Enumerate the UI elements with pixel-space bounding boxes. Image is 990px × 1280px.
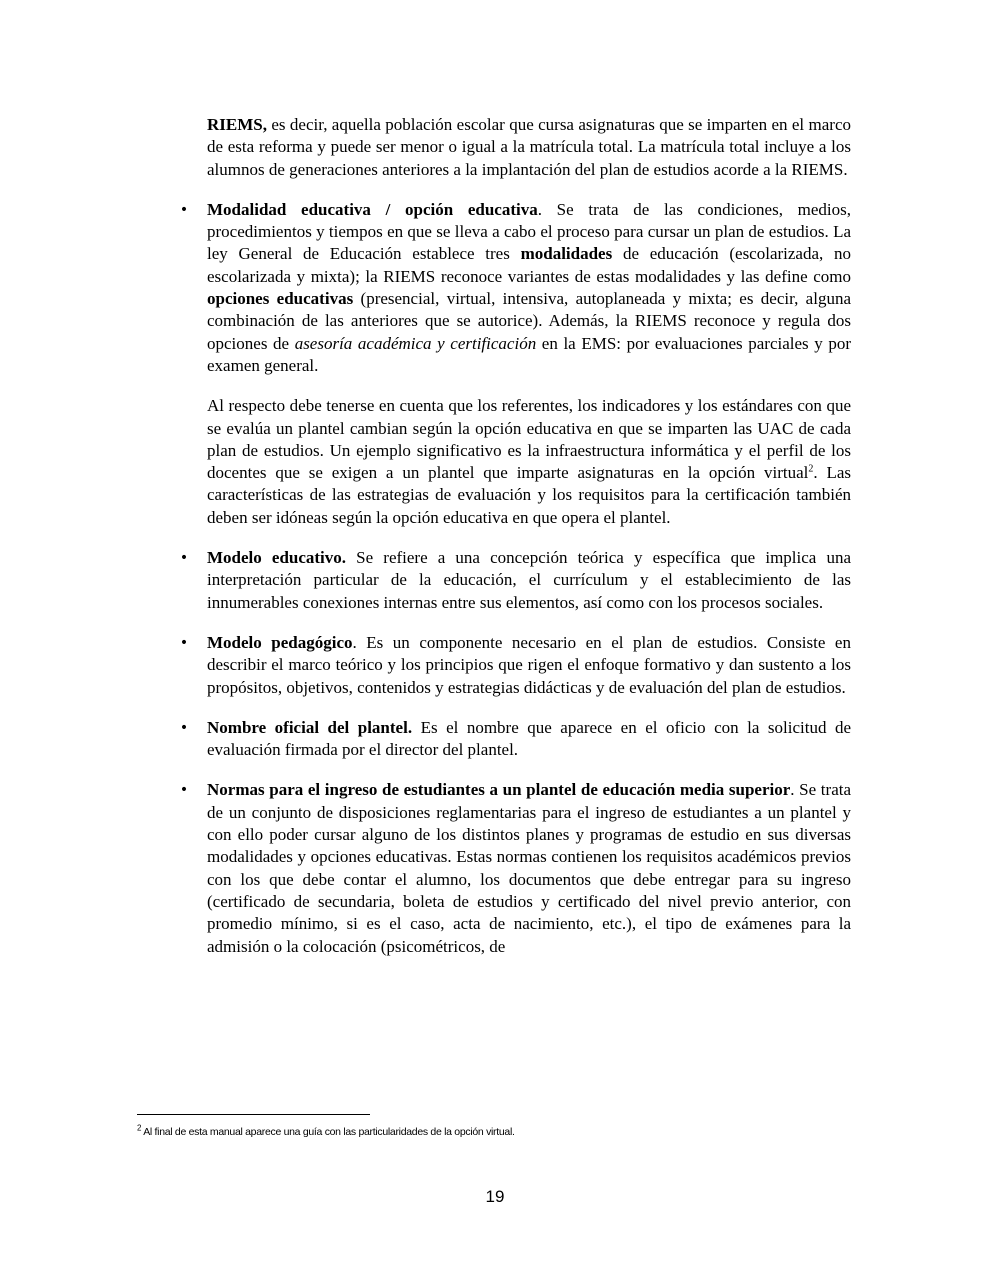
list-item-term: Nombre oficial del plantel. bbox=[207, 717, 413, 737]
indented-text: . Las características de las estrategias de evaluación y los requisitos para la certificación también deben ser idóneas según la opción educativa en que opera el plantel. bbox=[207, 463, 852, 527]
list-item-modelo-educativo bbox=[179, 547, 851, 614]
indented-text: Al respecto debe tenerse en cuenta que los referentes, los indicadores y los estándares con que se evalúa un plantel cambian según la opción educativa en que se imparten las UAC de cada plan de estudios. Un ejemplo significativo es la infraestructura informática y el perfil de los docentes que se exigen a un plantel que imparte asignaturas en la opción virtual bbox=[207, 396, 851, 483]
list-item-text bbox=[207, 199, 851, 377]
list-item-term: Modelo educativo. bbox=[207, 548, 347, 568]
term-asesoria: asesoría académica y certificación bbox=[294, 333, 537, 353]
list-item-body: . Es un componente necesario en el plan de estudios. Consiste en describir el marco teórico y los principios que rigen el enfoque formativo y dan sustento a los propósitos, objetivos, contenidos y estrategias didácticas y de evaluación del plan de estudios. bbox=[207, 632, 851, 697]
bullet-icon: • bbox=[179, 782, 189, 799]
list-item-body: en la EMS: por evaluaciones parciales y por examen general. bbox=[207, 333, 851, 375]
list-item-text bbox=[207, 779, 851, 957]
list-item-term: Modalidad educativa / opción educativa bbox=[207, 199, 538, 219]
bullet-icon: • bbox=[179, 719, 189, 736]
page-number: 19 bbox=[485, 1187, 505, 1206]
bullet-icon: • bbox=[179, 634, 189, 651]
list-item-text bbox=[207, 547, 851, 614]
list-item-body: (presencial, virtual, intensiva, autoplaneada y mixta; es decir, alguna combinación de las anteriores que se autorice). Además, la RIEMS reconoce y regula dos opciones de bbox=[207, 289, 851, 353]
list-item-body: Es el nombre que aparece en el oficio con la solicitud de evaluación firmada por el director del plantel. bbox=[207, 717, 852, 760]
term-modalidades: modalidades bbox=[520, 244, 613, 264]
term-opciones-educativas: opciones educativas bbox=[207, 289, 354, 309]
list-item-text bbox=[207, 717, 851, 762]
footnote-text: Al final de esta manual aparece una guía con las particularidades de la opción virtual. bbox=[141, 1126, 515, 1138]
list-item-normas-ingreso bbox=[179, 779, 852, 957]
bullet-icon: • bbox=[179, 550, 189, 567]
intro-text: es decir, aquella población escolar que cursa asignaturas que se imparten en el marco de esta reforma y puede ser menor o igual a la matrícula total. La matrícula total incluye a los alumnos de generaciones anteriores a la implantación del plan de estudios acorde a la RIEMS. bbox=[207, 115, 851, 179]
intro-bold-start: RIEMS, bbox=[207, 115, 267, 134]
list-item-body: de educación (escolarizada, no escolarizada y mixta); la RIEMS reconoce variantes de estas modalidades y las define como bbox=[207, 244, 851, 286]
footnote-number: 2 bbox=[137, 1123, 142, 1133]
body-text bbox=[179, 114, 852, 976]
list-item-nombre-oficial bbox=[179, 717, 852, 762]
list-item-term: Modelo pedagógico bbox=[207, 632, 353, 652]
list-item-body: Se refiere a una concepción teórica y específica que implica una interpretación particular de la educación, el currículum y el establecimiento de las innumerables conexiones internas entre sus elementos, así como con los procesos sociales. bbox=[207, 548, 851, 612]
list-item-modalidad bbox=[179, 199, 852, 377]
list-item-text bbox=[207, 632, 851, 699]
footnote-separator bbox=[137, 1114, 370, 1115]
list-item-body: . Se trata de un conjunto de disposiciones reglamentarias para el ingreso de estudiantes a un plantel y con ello poder cursar alguno de los distintos planes y programas de estudio en sus diversas modalidades y opciones educativas. Estas normas contienen los requisitos académicos previos con los que debe contar el alumno, los documentos que debe entregar para su ingreso (certificado de secundaria, boleta de estudios y certificado del nivel previo anterior, con promedio mínimo, si es el caso, acta de nacimiento, etc.), el tipo de exámenes para la admisión o la colocación (psicométricos, de bbox=[207, 780, 852, 956]
footnote bbox=[137, 1124, 837, 1140]
indented-paragraph bbox=[207, 395, 851, 529]
list-item-term: Normas para el ingreso de estudiantes a un plantel de educación media superior bbox=[207, 780, 791, 800]
footnote-reference[interactable]: 2 bbox=[808, 463, 814, 475]
list-item-modelo-pedagogico bbox=[179, 632, 851, 699]
list-item-body: . Se trata de las condiciones, medios, procedimientos y tiempos en que se lleva a cabo el proceso para cursar un plan de estudios. La ley General de Educación establece tres bbox=[207, 199, 852, 264]
intro-paragraph bbox=[207, 114, 851, 181]
bullet-icon: • bbox=[179, 201, 189, 218]
